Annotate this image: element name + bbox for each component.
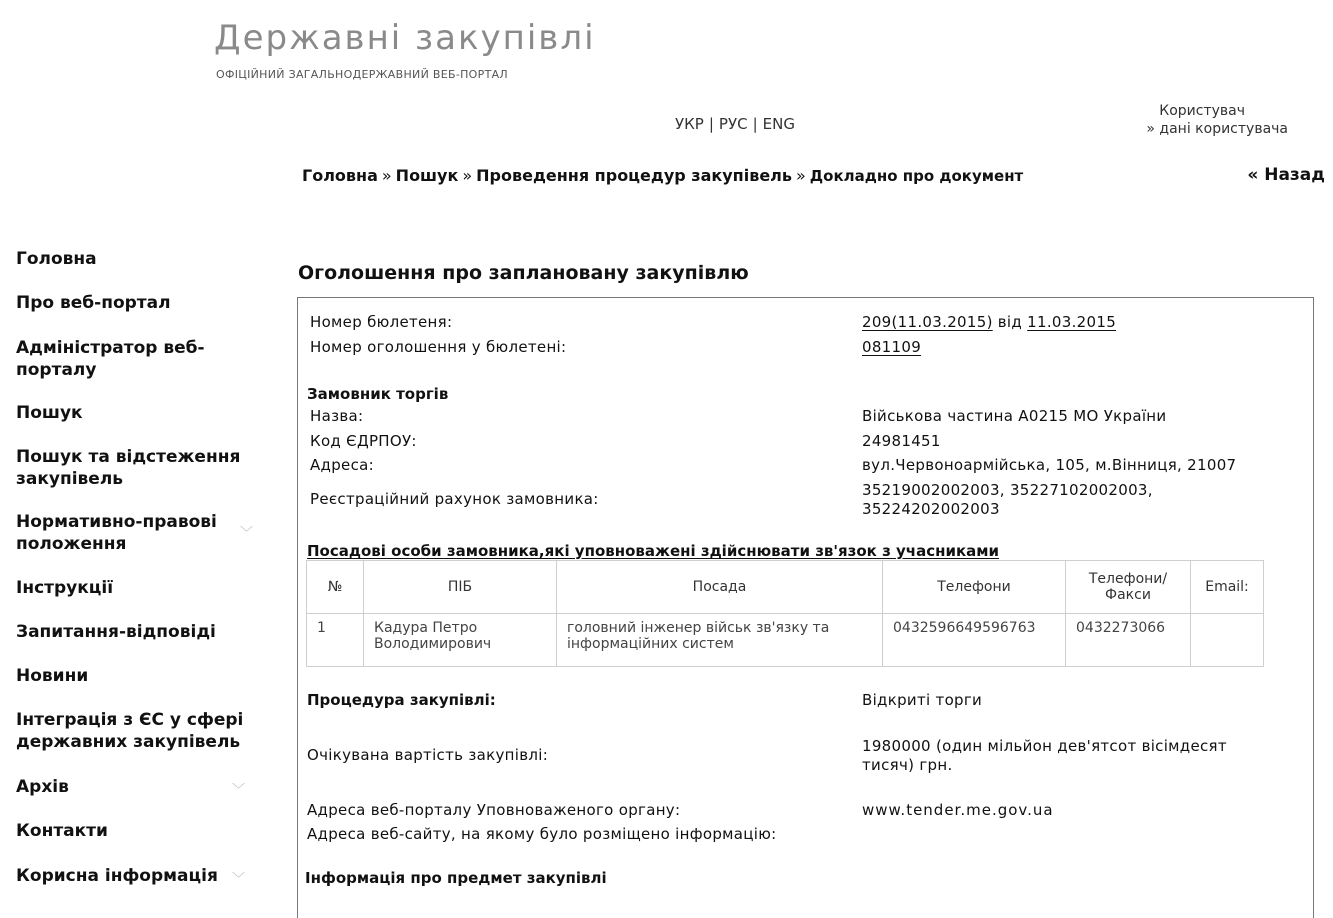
column-header: № xyxy=(307,561,364,614)
portal-address-value[interactable]: www.tender.me.gov.ua xyxy=(862,801,1054,819)
lang-eng-link[interactable]: ENG xyxy=(762,115,795,133)
breadcrumb xyxy=(302,166,1023,185)
lang-separator: | xyxy=(708,115,714,133)
page-title: Оголошення про заплановану закупівлю xyxy=(298,262,749,284)
customer-name-value: Військова частина А0215 МО України xyxy=(862,407,1167,425)
table-cell: 1 xyxy=(307,614,364,667)
table-cell: 0432596649596763 xyxy=(883,614,1066,667)
account-value: 35219002002003, 35227102002003, 35224202002003 xyxy=(862,481,1153,518)
sidebar-item-about[interactable] xyxy=(16,292,261,314)
lang-ukr-link[interactable]: УКР xyxy=(675,115,704,133)
account-label: Реєстраційний рахунок замовника: xyxy=(310,490,599,508)
announcement-number-label: Номер оголошення у бюлетені: xyxy=(310,338,567,356)
breadcrumb-procedures[interactable]: Проведення процедур закупівель xyxy=(476,166,792,185)
sidebar-item-news[interactable] xyxy=(16,665,261,687)
lang-rus-link[interactable]: РУС xyxy=(718,115,748,133)
breadcrumb-separator: » xyxy=(462,166,473,185)
sidebar-item-label: Інструкції xyxy=(16,578,114,598)
sidebar-item-archive[interactable] xyxy=(16,776,261,798)
user-label: Користувач xyxy=(1159,103,1245,119)
procedure-label: Процедура закупівлі: xyxy=(307,691,496,709)
breadcrumb-current: Докладно про документ xyxy=(809,167,1024,185)
announcement-number-value: 081109 xyxy=(862,338,922,356)
sidebar-item-contacts[interactable] xyxy=(16,820,261,842)
sidebar-item-instructions[interactable] xyxy=(16,577,261,599)
sidebar-item-label: Пошук xyxy=(16,403,83,423)
portal-address-label: Адреса веб-порталу Уповноваженого органу: xyxy=(307,801,681,819)
sidebar-item-label: Новини xyxy=(16,666,89,686)
address-label: Адреса: xyxy=(310,456,374,474)
lang-separator: | xyxy=(752,115,758,133)
site-subtitle: ОФІЦІЙНИЙ ЗАГАЛЬНОДЕРЖАВНИЙ ВЕБ-ПОРТАЛ xyxy=(216,68,508,81)
bulletin-from-word: від xyxy=(997,313,1023,331)
sidebar-item-label: Нормативно-правові положення xyxy=(16,512,217,554)
sidebar-item-regulations[interactable] xyxy=(16,511,261,555)
sidebar-item-search[interactable] xyxy=(16,402,261,424)
table-cell: головний інженер військ зв'язку та інформаційних систем xyxy=(557,614,883,667)
table-cell: 0432273066 xyxy=(1066,614,1191,667)
chevron-down-icon[interactable]: ﹀ xyxy=(231,783,245,798)
column-header: ПІБ xyxy=(364,561,557,614)
sidebar-item-faq[interactable] xyxy=(16,621,261,643)
breadcrumb-separator: » xyxy=(796,166,806,185)
language-switcher xyxy=(675,115,795,133)
sidebar-item-label: Корисна інформація xyxy=(16,866,218,886)
contacts-table xyxy=(306,560,1264,667)
subject-heading: Інформація про предмет закупівлі xyxy=(305,869,607,887)
expected-cost-label: Очікувана вартість закупівлі: xyxy=(307,746,549,764)
breadcrumb-home[interactable]: Головна xyxy=(302,166,378,185)
column-header: Телефони/ Факси xyxy=(1066,561,1191,614)
column-header: Email: xyxy=(1191,561,1264,614)
sidebar-item-label: Контакти xyxy=(16,821,108,841)
bulletin-number-label: Номер бюлетеня: xyxy=(310,313,453,331)
sidebar-item-label: Адміністратор веб-порталу xyxy=(16,338,205,380)
table-cell: Кадура Петро Володимирович xyxy=(364,614,557,667)
bulletin-number-row xyxy=(862,313,1116,331)
edrpou-value: 24981451 xyxy=(862,432,941,450)
sidebar-item-label: Про веб-портал xyxy=(16,293,171,313)
sidebar-item-label: Запитання-відповіді xyxy=(16,622,216,642)
sidebar-item-label: Архів xyxy=(16,777,69,797)
procedure-value: Відкриті торги xyxy=(862,691,983,709)
sidebar-item-label: Пошук та відстеження закупівель xyxy=(16,447,241,489)
bulletin-date-value: 11.03.2015 xyxy=(1027,313,1117,331)
site-title[interactable]: Державні закупівлі xyxy=(214,18,596,58)
sidebar-item-label: Інтеграція з ЄС у сфері державних закупівель xyxy=(16,710,244,752)
sidebar-item-home[interactable] xyxy=(16,248,261,270)
website-address-label: Адреса веб-сайту, на якому було розміщено інформацію: xyxy=(307,825,777,843)
contacts-heading: Посадові особи замовника,які уповноважені здійснювати зв'язок з учасниками xyxy=(307,542,1000,560)
table-row xyxy=(307,614,1264,667)
breadcrumb-search[interactable]: Пошук xyxy=(395,166,459,185)
address-value: вул.Червоноармійська, 105, м.Вінниця, 21007 xyxy=(862,456,1237,474)
expected-cost-value: 1980000 (один мільйон дев'ятсот вісімдесят тисяч) грн. xyxy=(862,737,1227,774)
customer-name-label: Назва: xyxy=(310,407,364,425)
column-header: Посада xyxy=(557,561,883,614)
table-cell xyxy=(1191,614,1264,667)
chevron-down-icon[interactable]: ﹀ xyxy=(231,872,245,887)
sidebar-item-administrator[interactable] xyxy=(16,337,231,381)
back-link[interactable]: « Назад xyxy=(1247,165,1325,185)
sidebar-item-label: Головна xyxy=(16,249,97,269)
edrpou-label: Код ЄДРПОУ: xyxy=(310,432,417,450)
breadcrumb-separator: » xyxy=(381,166,392,185)
sidebar-item-tracking[interactable] xyxy=(16,446,256,490)
bulletin-number-value: 209(11.03.2015) xyxy=(862,313,993,331)
sidebar-item-eu-integration[interactable] xyxy=(16,709,266,753)
table-header-row xyxy=(307,561,1264,614)
customer-heading: Замовник торгів xyxy=(307,385,449,403)
column-header: Телефони xyxy=(883,561,1066,614)
user-data-link[interactable]: » дані користувача xyxy=(1146,121,1288,137)
chevron-down-icon[interactable]: ﹀ xyxy=(239,526,253,541)
sidebar-item-useful-info[interactable] xyxy=(16,865,261,887)
